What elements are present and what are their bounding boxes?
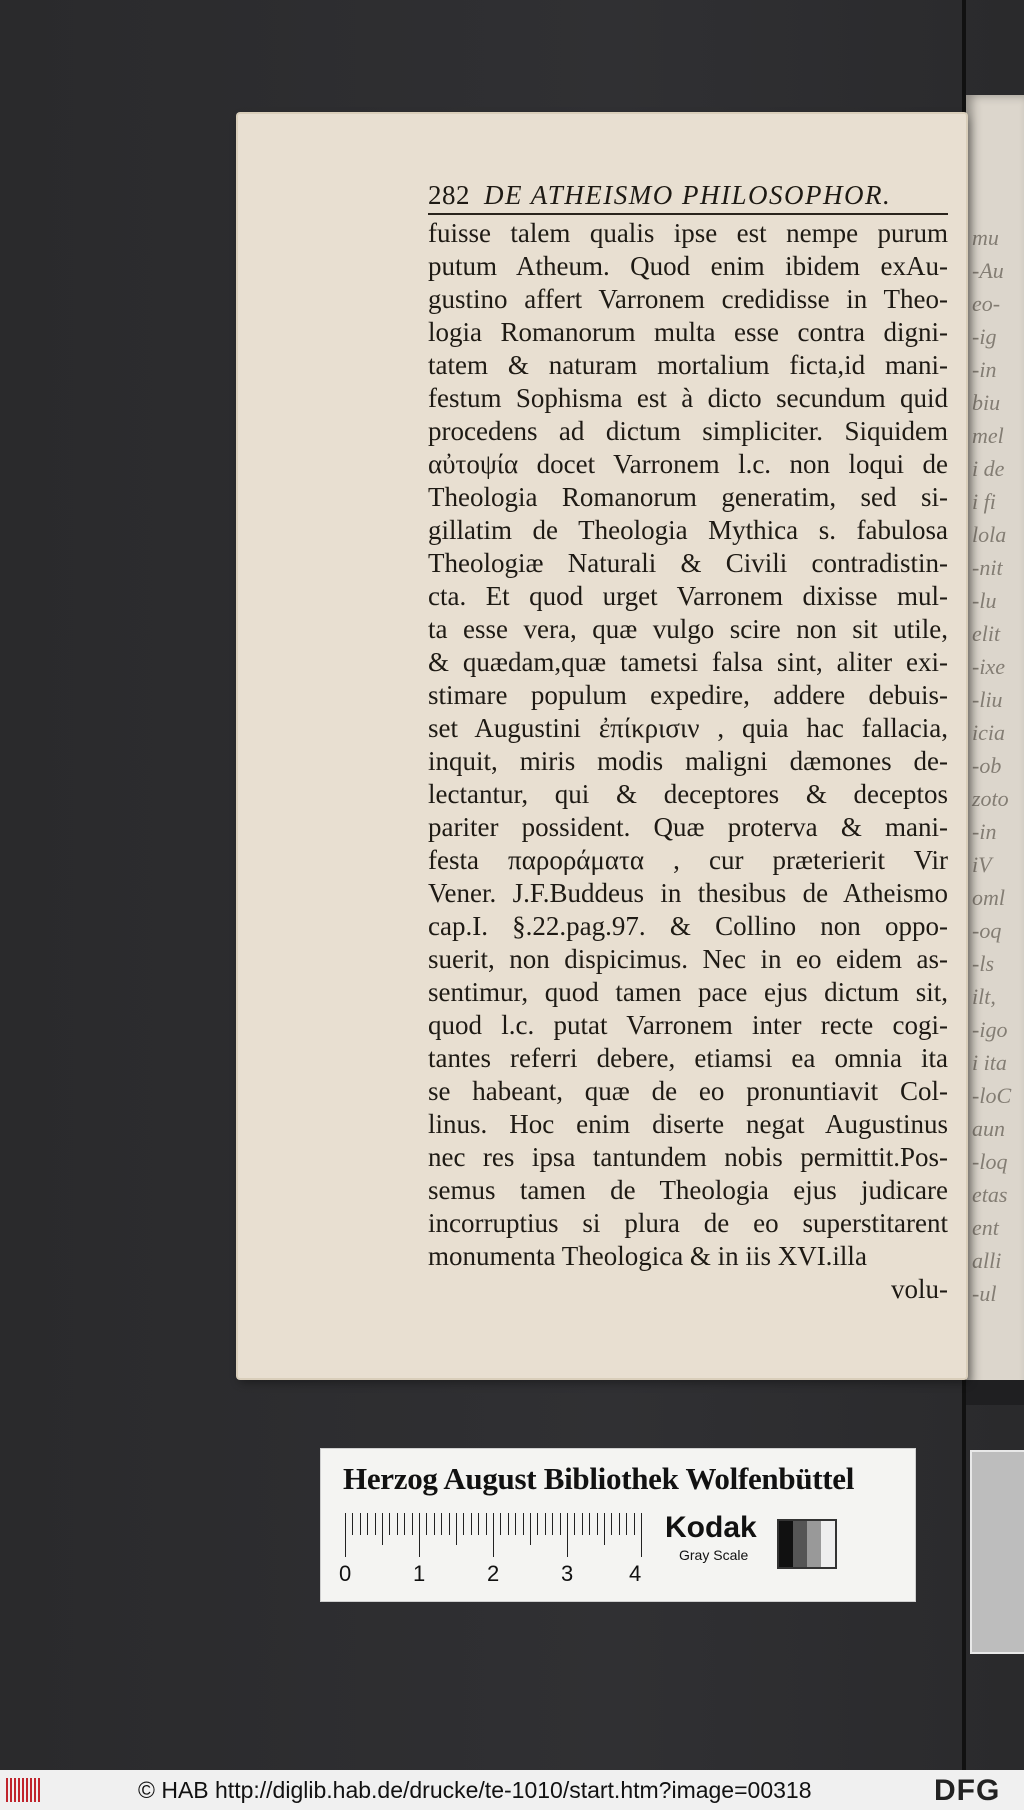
next-page-fragment: -oq <box>972 918 1002 943</box>
next-page-shadow <box>966 1380 1024 1405</box>
text-line: festa παροράματα , cur præterierit Vir <box>428 845 948 875</box>
text-line: stimare populum expedire, addere debuis- <box>428 680 948 710</box>
running-head <box>428 180 948 215</box>
ruler-tick <box>545 1513 546 1535</box>
text-line: linus. Hoc enim diserte negat Augustinus <box>428 1109 948 1139</box>
ruler-tick <box>412 1513 413 1535</box>
centimeter-ruler <box>345 1513 645 1557</box>
ruler-number: 2 <box>487 1561 500 1586</box>
body-text <box>428 217 948 1273</box>
text-line: monumenta Theologica & in iis XVI.illa <box>428 1241 867 1271</box>
ruler-tick <box>382 1513 383 1545</box>
color-scale-card <box>320 1448 916 1602</box>
ruler-tick <box>582 1513 583 1535</box>
next-page-fragment: oml <box>972 885 1005 910</box>
text-line: tatem & naturam mortalium ficta,id mani- <box>428 350 948 380</box>
ruler-tick <box>500 1513 501 1535</box>
next-page-fragment: i fi <box>972 489 996 514</box>
ruler-tick <box>604 1513 605 1545</box>
ruler-tick <box>560 1513 561 1535</box>
ruler-tick <box>493 1513 494 1557</box>
next-page-fragment: -ig <box>972 324 997 349</box>
ruler-tick <box>404 1513 405 1535</box>
text-line: logia Romanorum multa esse contra digni- <box>428 317 948 347</box>
text-line: se habeant, quæ de eo pronuntiavit Col- <box>428 1076 948 1106</box>
text-line: putum Atheum. Quod enim ibidem exAu- <box>428 251 948 281</box>
library-name: Herzog August Bibliothek Wolfenbüttel <box>343 1461 855 1496</box>
next-page-fragment: aun <box>972 1116 1005 1141</box>
text-line: gustino affert Varronem credidisse in Theo- <box>428 284 948 314</box>
barcode-icon <box>6 1778 46 1802</box>
ruler-tick <box>589 1513 590 1535</box>
gray-scale-label: Gray Scale <box>679 1547 749 1563</box>
text-line: Theologiæ Naturali & Civili contradistin- <box>428 548 948 578</box>
next-page-fragment: -liu <box>972 687 1003 712</box>
next-page-fragment: -Au <box>972 258 1004 283</box>
next-page-fragment: -loq <box>972 1149 1008 1174</box>
next-page-fragment: alli <box>972 1248 1002 1273</box>
ruler-number: 1 <box>413 1561 426 1586</box>
ruler-tick <box>375 1513 376 1535</box>
text-line: sentimur, quod tamen pace ejus dictum sit, <box>428 977 948 1007</box>
next-page-fragment: i de <box>972 456 1005 481</box>
text-line: tantes referri debere, etiamsi ea omnia ita <box>428 1043 948 1073</box>
next-page-fragment: zoto <box>972 786 1009 811</box>
next-page-fragment: lola <box>972 522 1007 547</box>
text-line: incorruptius si plura de eo superstitarent <box>428 1208 948 1238</box>
next-page-fragment: -ul <box>972 1281 997 1306</box>
ruler-number: 4 <box>629 1561 642 1586</box>
ruler-tick <box>641 1513 642 1557</box>
text-line: festum Sophisma est à dicto secundum quid <box>428 383 948 413</box>
next-page-fragment: eo- <box>972 291 1001 316</box>
dfg-logo: DFG <box>934 1774 1001 1807</box>
next-page-fragment: -ls <box>972 951 994 976</box>
gray-swatch <box>777 1519 837 1569</box>
next-page-fragment: -in <box>972 819 997 844</box>
next-page-fragment: etas <box>972 1182 1008 1207</box>
adjacent-target-card <box>970 1450 1024 1654</box>
ruler-tick <box>619 1513 620 1535</box>
ruler-tick <box>471 1513 472 1535</box>
next-page-fragment: i ita <box>972 1050 1007 1075</box>
ruler-tick <box>389 1513 390 1535</box>
text-line: cta. Et quod urget Varronem dixisse mul- <box>428 581 948 611</box>
ruler-tick <box>441 1513 442 1535</box>
next-page-fragment: -ixe <box>972 654 1005 679</box>
ruler-tick <box>611 1513 612 1535</box>
ruler-tick <box>463 1513 464 1535</box>
next-page-fragment: -igo <box>972 1017 1008 1042</box>
ruler-tick <box>552 1513 553 1535</box>
ruler-tick <box>567 1513 568 1557</box>
text-line: lectantur, qui & deceptores & deceptos <box>428 779 948 809</box>
ruler-tick <box>508 1513 509 1535</box>
ruler-tick <box>537 1513 538 1535</box>
text-line: quod l.c. putat Varronem inter recte cogi- <box>428 1010 948 1040</box>
ruler-tick <box>434 1513 435 1535</box>
text-line: pariter possident. Quæ proterva & mani- <box>428 812 948 842</box>
ruler-tick <box>634 1513 635 1535</box>
ruler-tick <box>397 1513 398 1535</box>
ruler-number: 0 <box>339 1561 352 1586</box>
page-number: 282 <box>428 180 470 210</box>
next-page-fragment: mu <box>972 225 999 250</box>
citation-link[interactable]: © HAB http://diglib.hab.de/drucke/te-1010/start.htm?image=00318 <box>138 1777 812 1803</box>
text-line: Vener. J.F.Buddeus in thesibus de Atheismo <box>428 878 948 908</box>
next-page-fragment: iV <box>972 852 992 877</box>
next-page-fragment: elit <box>972 621 1001 646</box>
ruler-tick <box>523 1513 524 1535</box>
text-line: cap.I. §.22.pag.97. & Collino non oppo- <box>428 911 948 941</box>
ruler-tick <box>426 1513 427 1535</box>
next-page-fragment: -loC <box>972 1083 1012 1108</box>
text-line: set Augustini ἐπίκρισιν , quia hac fallacia, <box>428 713 948 743</box>
text-line: αὐτοψία docet Varronem l.c. non loqui de <box>428 449 948 479</box>
ruler-tick <box>352 1513 353 1535</box>
next-page-fragment: ilt, <box>972 984 996 1009</box>
ruler-tick <box>449 1513 450 1535</box>
ruler-tick <box>626 1513 627 1535</box>
next-page-fragment: -in <box>972 357 997 382</box>
page-text-block <box>428 180 948 1306</box>
text-line: Theologia Romanorum generatim, sed si- <box>428 482 948 512</box>
ruler-tick <box>486 1513 487 1535</box>
text-line: inquit, miris modis maligni dæmones de- <box>428 746 948 776</box>
ruler-tick <box>515 1513 516 1535</box>
text-line: fuisse talem qualis ipse est nempe purum <box>428 218 948 248</box>
ruler-tick <box>360 1513 361 1535</box>
ruler-tick <box>574 1513 575 1535</box>
next-page-fragment: -lu <box>972 588 997 613</box>
next-page-fragment: mel <box>972 423 1004 448</box>
text-line: suerit, non dispicimus. Nec in eo eidem as- <box>428 944 948 974</box>
catchword: volu- <box>891 1274 948 1304</box>
next-page-fragment: icia <box>972 720 1005 745</box>
ruler-tick <box>367 1513 368 1535</box>
next-page-edge <box>966 95 1024 1405</box>
book-page <box>238 114 966 1378</box>
ruler-number: 3 <box>561 1561 574 1586</box>
text-line: nec res ipsa tantundem nobis permittit.Pos- <box>428 1142 948 1172</box>
ruler-tick <box>345 1513 346 1557</box>
ruler-tick <box>597 1513 598 1535</box>
kodak-logo: Kodak <box>665 1511 757 1544</box>
running-title: DE ATHEISMO PHILOSOPHOR. <box>484 180 892 210</box>
next-page-fragment: biu <box>972 390 1001 415</box>
text-line: & quædam,quæ tametsi falsa sint, aliter exi- <box>428 647 948 677</box>
ruler-tick <box>419 1513 420 1557</box>
text-line: procedens ad dictum simpliciter. Siquidem <box>428 416 948 446</box>
text-line: ta esse vera, quæ vulgo scire non sit utile, <box>428 614 948 644</box>
viewer-footer <box>0 1770 1024 1810</box>
ruler-tick <box>530 1513 531 1545</box>
next-page-fragment: -nit <box>972 555 1003 580</box>
next-page-fragment: ent <box>972 1215 999 1240</box>
ruler-tick <box>456 1513 457 1545</box>
text-line: semus tamen de Theologia ejus judicare <box>428 1175 948 1205</box>
ruler-tick <box>478 1513 479 1535</box>
next-page-fragment: -ob <box>972 753 1002 778</box>
text-line: gillatim de Theologia Mythica s. fabulosa <box>428 515 948 545</box>
